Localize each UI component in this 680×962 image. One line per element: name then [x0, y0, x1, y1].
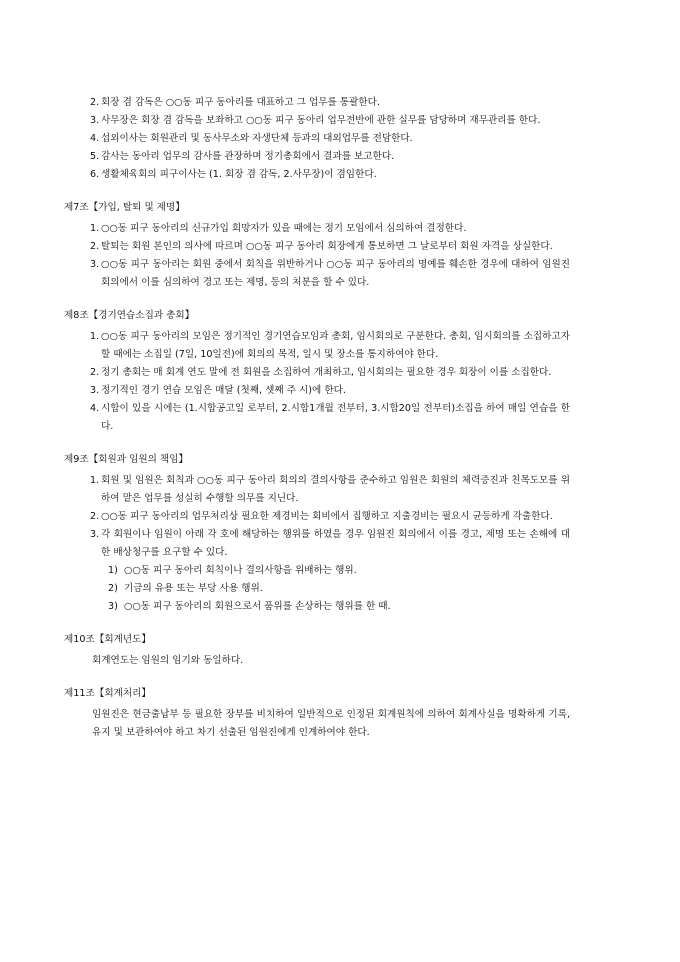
item-number: 3. — [90, 385, 100, 396]
article-10-text: 회계연도는 임원의 임기와 동일하다. — [92, 655, 244, 666]
item-text: 시합이 있을 시에는 (1.시합공고일 로부터, 2.시합1개월 전부터, 3.시합20일 전부터)소집을 하여 매일 연습을 한다. — [101, 403, 570, 432]
item-text: 사무장은 회장 겸 감독을 보좌하고 ○○동 피구 동아리 업무전반에 관한 실무를 담당하며 재무관리를 한다. — [101, 115, 541, 126]
item-number: 6. — [90, 169, 100, 180]
item-text: 감사는 동아리 업무의 감사를 관장하며 정기총회에서 결과를 보고한다. — [101, 151, 395, 162]
sub-item-number: 2) — [108, 583, 118, 594]
sub-item-text: ○○동 피구 동아리 회칙이나 결의사항을 위배하는 행위. — [124, 565, 357, 576]
article-11-text: 임원진은 현금출납부 등 필요한 장부를 비치하여 일반적으로 인정된 회계원칙에 의하여 회계사실을 명확하게 기록, 유지 및 보관하여야 하고 차기 선출된 임원진에게 인계하여야 한다. — [92, 709, 570, 738]
item-text: ○○동 피구 동아리는 회원 중에서 회칙을 위반하거나 ○○동 피구 동아리의 명예를 훼손한 경우에 대하여 임원진 회의에서 이를 심의하여 경고 또는 제명, 등의 처분을 할 수 있다. — [101, 259, 570, 288]
item-number: 1. — [90, 475, 100, 486]
item-text: 정기적인 경기 연습 모임은 매달 (첫째, 셋째 주 시)에 한다. — [101, 385, 346, 396]
article-11-heading: 제11조【회계처리】 — [64, 688, 152, 699]
list-item — [64, 94, 570, 112]
article-9-heading: 제9조【회원과 임원의 책임】 — [64, 454, 189, 465]
item-text: 섭외이사는 회원관리 및 동사무소와 자생단체 등과의 대외업무를 전담한다. — [101, 133, 413, 144]
sub-item — [64, 580, 570, 598]
item-number: 3. — [90, 259, 100, 270]
list-item — [64, 472, 570, 508]
list-item — [64, 508, 570, 526]
article-10-heading: 제10조【회계년도】 — [64, 634, 152, 645]
article-8-heading: 제8조【경기연습소집과 총회】 — [64, 310, 195, 321]
list-item — [64, 382, 570, 400]
list-item — [64, 328, 570, 364]
item-text: ○○동 피구 동아리의 업무처리상 필요한 제경비는 회비에서 집행하고 지출경비는 필요시 균등하게 각출한다. — [101, 511, 553, 522]
item-number: 3. — [90, 529, 100, 540]
list-item — [64, 130, 570, 148]
sub-item-number: 3) — [108, 601, 118, 612]
item-text: ○○동 피구 동아리의 신규가입 희망자가 있을 때에는 정기 모임에서 심의하여 결정한다. — [101, 223, 467, 234]
sub-item-text: 기금의 유용 또는 부당 사용 행위. — [124, 583, 263, 594]
list-item — [64, 526, 570, 562]
item-number: 2. — [90, 367, 100, 378]
list-item — [64, 400, 570, 436]
item-text: 탈퇴는 회원 본인의 의사에 따르며 ○○동 피구 동아리 회장에게 통보하면 그 날로부터 회원 자격을 상실한다. — [101, 241, 553, 252]
item-text: 정기 총회는 매 회계 연도 말에 전 회원을 소집하여 개최하고, 임시회의는 필요한 경우 회장이 이를 소집한다. — [101, 367, 552, 378]
top-list — [64, 94, 570, 184]
item-text: 생활체육회의 피구이사는 (1. 회장 겸 감독, 2.사무장)이 겸임한다. — [101, 169, 377, 180]
article-8-list — [64, 328, 570, 436]
item-number: 1. — [90, 223, 100, 234]
sub-item-number: 1) — [108, 565, 118, 576]
sub-item — [64, 598, 570, 616]
item-number: 2. — [90, 241, 100, 252]
item-text: 각 회원이나 임원이 아래 각 호에 해당하는 행위를 하였을 경우 임원진 회의에서 이를 경고, 제명 또는 손해에 대한 배상청구를 요구할 수 있다. — [101, 529, 570, 558]
item-text: ○○동 피구 동아리의 모임은 정기적인 경기연습모임과 총회, 임시회의로 구분한다. 총회, 임시회의를 소집하고자 할 때에는 소집일 (7일, 10일전)에 회의의 목적, 일시 및 장소를 통지하여야 한다. — [101, 331, 570, 360]
item-text: 회원 및 임원은 회칙과 ○○동 피구 동아리 회의의 결의사항을 준수하고 임원은 회원의 체력증진과 친목도모를 위하여 맡은 업무를 성실히 수행할 의무를 지닌다. — [101, 475, 570, 504]
item-text: 회장 겸 감독은 ○○동 피구 동아리를 대표하고 그 업무를 통괄한다. — [101, 97, 380, 108]
list-item — [64, 148, 570, 166]
article-9-list — [64, 472, 570, 616]
list-item — [64, 238, 570, 256]
list-item — [64, 166, 570, 184]
item-number: 1. — [90, 331, 100, 342]
item-number: 2. — [90, 511, 100, 522]
list-item — [64, 364, 570, 382]
sub-item-text: ○○동 피구 동아리의 회원으로서 품위를 손상하는 행위를 한 때. — [124, 601, 391, 612]
list-item — [64, 220, 570, 238]
item-number: 5. — [90, 151, 100, 162]
sub-item — [64, 562, 570, 580]
item-number: 4. — [90, 133, 100, 144]
item-number: 3. — [90, 115, 100, 126]
list-item — [64, 112, 570, 130]
article-7-heading: 제7조【가입, 탈퇴 및 제명】 — [64, 202, 185, 213]
item-number: 4. — [90, 403, 100, 414]
list-item — [64, 256, 570, 292]
article-7-list — [64, 220, 570, 292]
item-number: 2. — [90, 97, 100, 108]
